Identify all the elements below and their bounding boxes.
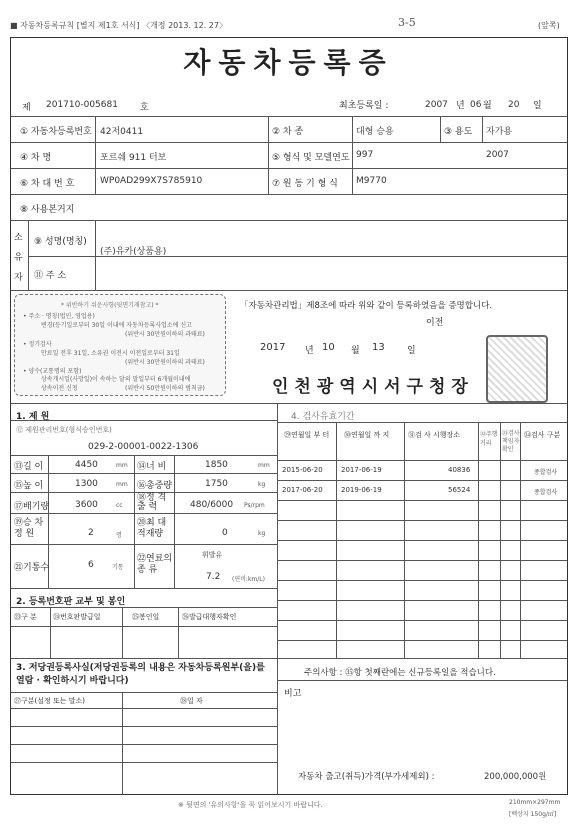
reg-number-value: 42저0411	[100, 127, 144, 137]
width-value: 1850	[205, 460, 228, 470]
first-reg-month: 06	[470, 100, 482, 110]
notice-line: 상속개시일(사망일)이 속하는 달의 말일부터 6개월이내에	[41, 376, 191, 383]
owner-name-label: ⑨ 성명(명칭)	[34, 237, 87, 247]
paper-type: [백상지 150g/㎡]	[509, 811, 557, 818]
inspection-section-title: 4. 검사유효기간	[291, 412, 355, 422]
day-unit: 일	[533, 101, 542, 111]
car-name-value: 포르쉐 911 터보	[100, 153, 167, 163]
engine-value: M9770	[356, 176, 387, 186]
length-unit: mm	[116, 462, 128, 469]
plate-col-agent: ㉖발급대행자확인	[182, 613, 237, 621]
max-load-value: 0	[222, 528, 228, 538]
spec-id-label: ⑫ 제원관리번호(형식승인번호)	[16, 426, 112, 434]
first-reg-year: 2007	[425, 100, 448, 110]
insp-row-mileage: 40836	[448, 466, 471, 474]
notice-line: (위반시 30만원이하의 과태료)	[125, 359, 205, 366]
height-unit: mm	[116, 481, 128, 488]
cert-ijeon: 이전	[426, 318, 444, 328]
displacement-label: ⑰배기량	[14, 502, 50, 512]
month-unit: 월	[483, 101, 492, 111]
spec-section-title: 1. 제 원	[16, 412, 50, 422]
vin-value: WP0AD299X7S785910	[100, 176, 203, 186]
height-label: ⑮높 이	[14, 481, 44, 491]
spec-id-value: 029-2-00001-0022-1306	[88, 442, 199, 452]
insp-col-from: ㉙연월일 부 터	[284, 431, 330, 439]
fuel-label: ㉒연료의 종 류	[137, 554, 173, 575]
insp-row-to: 2017-06-19	[341, 466, 382, 474]
official-seal-stamp	[486, 335, 548, 403]
cert-day-unit: 일	[407, 346, 416, 356]
insp-col-place: ㉛검 사 시행장소	[408, 431, 461, 439]
fuel-efficiency-value: 7.2	[206, 572, 221, 582]
mortgage-section-title: 3. 저당권등록사실(저당권등록의 내용은 자동차등록원부(을)를 열람 · 확인하시기 바랍니다)	[16, 663, 265, 686]
notice-line: • 주소 · 명칭(법인, 영업용)	[23, 313, 95, 320]
paper-size: 210mm×297mm	[509, 799, 561, 806]
height-value: 1300	[75, 479, 98, 489]
plate-col-kind: ㉓구 분	[14, 613, 37, 621]
width-label: ⑭너 비	[137, 462, 167, 472]
cylinders-value: 6	[88, 560, 94, 570]
gross-weight-value: 1750	[205, 479, 228, 489]
notice-line: 변경(등기일로부터 30일 이내에 자동차등록사업소에 신고	[41, 322, 192, 329]
max-load-unit: kg	[258, 530, 266, 537]
fuel-value: 휘발유	[202, 551, 223, 559]
power-unit: Ps/rpm	[244, 502, 265, 509]
gross-weight-unit: kg	[258, 481, 266, 488]
notice-line: • 양수(교통명의 포함)	[23, 368, 82, 375]
use-label: ③ 용도	[444, 127, 473, 137]
width-unit: mm	[258, 462, 270, 469]
reg-ho: 호	[140, 103, 149, 113]
notice-title: * 위반하기 쉬운사항(뒷면기재참고) *	[61, 302, 159, 309]
model-value: 997	[356, 150, 374, 160]
length-label: ⑬길 이	[14, 462, 44, 472]
cert-month: 10	[322, 342, 335, 353]
power-label: ⑱정 격 출 력	[137, 493, 167, 512]
insp-col-kind: ㉞검사 구분	[524, 431, 561, 439]
reg-number-label: ① 자동차등록번호	[20, 127, 92, 137]
price-label: 자동차 출고(취득)가격(부가세제외) :	[298, 772, 435, 782]
fuel-efficiency-unit: (연비:km/L)	[232, 576, 265, 583]
displacement-unit: cc	[116, 502, 123, 509]
notice-line: 상속이전 신청	[41, 385, 78, 392]
owner-name-value: (주)유카(상품용)	[100, 247, 167, 257]
owner-side-label: 소유자	[14, 233, 23, 283]
cert-year: 2017	[260, 342, 286, 353]
length-value: 4450	[75, 460, 98, 470]
notice-line: 만료일 전후 31일, 소유권 이전시 이전일로부터 31일	[41, 350, 180, 357]
max-load-label: ⑳최 대 적재량	[137, 518, 167, 539]
power-value: 480/6000	[190, 500, 234, 510]
notice-line: (위반시 30만원이하의 과태료)	[125, 331, 205, 338]
reg-no-label: 제	[22, 103, 31, 113]
first-reg-day: 20	[508, 100, 520, 110]
cert-month-unit: 월	[351, 346, 360, 356]
form-reference: ■ 자동차등록규칙 [별지 제1호 서식] 〈개정 2013. 12. 27〉	[10, 21, 227, 30]
insp-row-mileage: 56524	[448, 486, 471, 494]
plate-col-issue-date: ㉔번호판발급일	[53, 613, 101, 621]
model-year: 2007	[486, 150, 509, 160]
seats-value: 2	[88, 528, 94, 538]
violation-notice	[14, 294, 226, 396]
address-label: ⑪ 주 소	[34, 271, 67, 281]
price-value: 200,000,000원	[484, 772, 547, 782]
cert-day: 13	[372, 342, 385, 353]
back-page-note: ※ 뒷면의 '유의사항'을 꼭 읽어보시기 바랍니다.	[178, 801, 323, 809]
seats-label: ⑲승 차 정 원	[14, 518, 44, 539]
seats-unit: 명	[116, 532, 122, 539]
insp-col-officer: ㉝검사 책임자확인	[502, 430, 520, 453]
insp-col-to: ㉚연월일 까 지	[344, 431, 390, 439]
remarks-label: 비고	[284, 689, 302, 699]
car-name-label: ④ 차 명	[20, 153, 52, 163]
caution-note: 주의사항 : ㉟항 첫째란에는 신규등록일을 적습니다.	[304, 668, 496, 678]
issuing-office: 인천광역시서구청장	[272, 377, 474, 397]
engine-label: ⑦ 원 동 기 형 식	[272, 179, 338, 189]
page-side: (앞쪽)	[538, 21, 560, 30]
document-title: 자동차등록증	[183, 46, 394, 79]
insp-row-from: 2015-06-20	[282, 466, 323, 474]
displacement-value: 3600	[75, 500, 98, 510]
car-type-label: ② 차 종	[272, 127, 304, 137]
reg-no-value: 201710-005681	[46, 100, 118, 110]
handwritten-mark: 3-5	[398, 16, 416, 29]
vin-label: ⑥ 차 대 번 호	[20, 179, 75, 189]
cert-year-unit: 년	[305, 346, 314, 356]
mortgage-col-kind: ㉗구분(설정 또는 말소)	[14, 697, 86, 705]
insp-col-mileage: ㉜주행 거리	[480, 431, 498, 447]
cylinders-unit: 기통	[112, 564, 124, 571]
notice-line: • 정기검사	[23, 341, 52, 348]
use-value: 자가용	[486, 127, 513, 137]
mortgage-col-date: ㉘일 자	[180, 697, 203, 705]
cylinders-label: ㉑기통수	[14, 563, 50, 573]
notice-line: (위반시 50만원이하의 범칙금)	[125, 385, 205, 392]
plate-col-seal-date: ㉕봉인일	[132, 613, 160, 621]
insp-row-to: 2019-06-19	[341, 486, 382, 494]
year-unit: 년	[456, 101, 465, 111]
plate-section-title: 2. 등록번호판 교부 및 봉인	[16, 597, 126, 607]
insp-row-kind: 종합검사	[534, 469, 558, 476]
gross-weight-label: ⑯총중량	[137, 481, 173, 491]
model-label: ⑤ 형식 및 모델연도	[272, 153, 350, 163]
insp-row-from: 2017-06-20	[282, 486, 323, 494]
car-type-value: 대형 승용	[356, 127, 394, 137]
insp-row-kind: 종합검사	[534, 489, 558, 496]
first-reg-label: 최초등록일 :	[339, 101, 389, 111]
cert-statement: 「자동차관리법」제8조에 따라 위와 같이 등록하였음을 증명합니다.	[240, 301, 493, 311]
base-location-label: ⑧ 사용본거지	[20, 205, 75, 215]
